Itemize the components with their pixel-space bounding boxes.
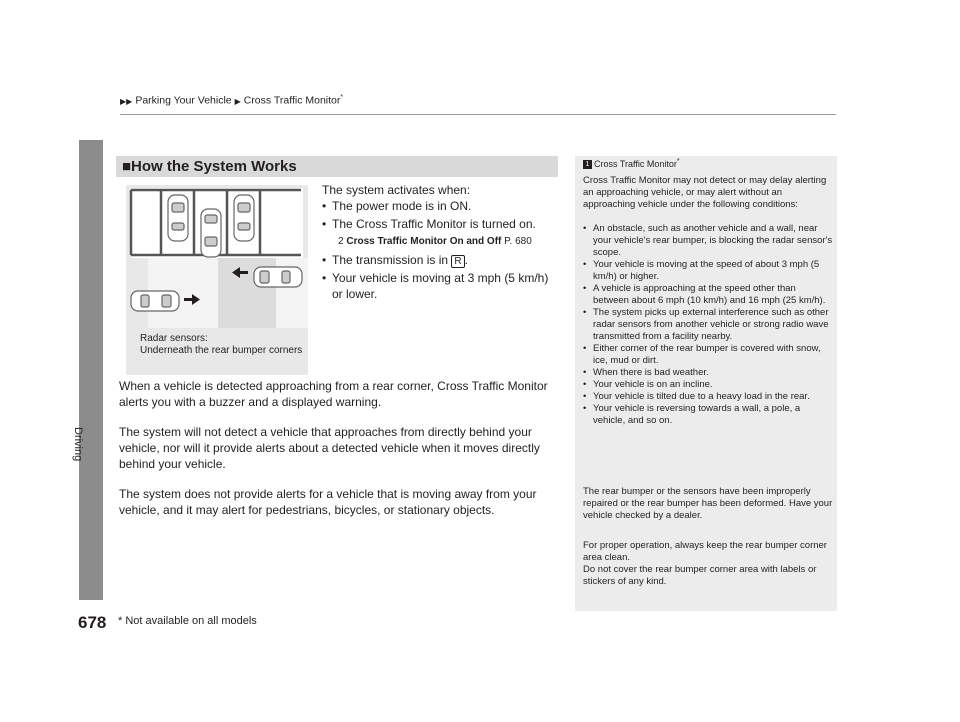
note-intro: Cross Traffic Monitor may not detect or may delay alerting an approaching vehicle, or may alert without an approaching vehicle under the following conditions: — [583, 175, 827, 210]
gear-r-icon: R — [451, 255, 464, 268]
activation-intro: The system activates when: — [322, 183, 471, 197]
list-item: • The transmission is in R . — [322, 252, 554, 268]
list-item — [322, 198, 554, 214]
list-item: • Your vehicle is on an incline. — [583, 379, 833, 391]
page-number: 678 — [78, 613, 107, 632]
list-item: • Either corner of the rear bumper is covered with snow, ice, mud or dirt. — [583, 343, 833, 367]
breadcrumb — [120, 94, 343, 107]
breadcrumb-asterisk: * — [340, 94, 344, 101]
note-asterisk: * — [676, 158, 680, 165]
condition-text: The power mode is in ON. — [332, 199, 472, 213]
figure-caption: Radar sensors: Underneath the rear bumper corners — [140, 333, 303, 356]
section-header — [116, 156, 558, 177]
note-title-text: Cross Traffic Monitor — [594, 159, 677, 169]
breadcrumb-item-cross-traffic: Cross Traffic Monitor — [243, 94, 341, 107]
condition-text: The Cross Traffic Monitor is turned on. — [332, 217, 536, 231]
car-icon — [168, 195, 188, 241]
xref-title: Cross Traffic Monitor On and Off — [346, 236, 502, 247]
list-item: • Your vehicle is tilted due to a heavy load in the rear. — [583, 391, 833, 403]
note-number-icon: 1 — [583, 160, 592, 169]
approaching-car-icon — [254, 267, 302, 287]
list-item: • Your vehicle is moving at the speed of about 3 mph (5 km/h) or higher. — [583, 259, 833, 283]
note-operation-paragraph: For proper operation, always keep the rear bumper corner area clean. Do not cover the rear bumper corner area with labels or stickers of any kind. — [583, 540, 827, 587]
body-paragraph: The system will not detect a vehicle that approaches from directly behind your vehicle, nor will it provide alerts about a detected vehicle when it moves directly behind your vehicle. — [119, 425, 540, 471]
car-icon — [234, 195, 254, 241]
breadcrumb-item-parking: Parking Your Vehicle — [135, 94, 232, 107]
note-conditions — [583, 223, 833, 427]
list-item: • The system picks up external interference such as other radar sensors from another vehicle or strong radio wave transmitted from a facility nearby. — [583, 307, 833, 343]
breadcrumb-arrow-icon: ▶ — [234, 96, 241, 106]
note-sensor-paragraph: The rear bumper or the sensors have been improperly repaired or the rear bumper has been deformed. Have your vehicle checked by a dealer. — [583, 486, 833, 521]
body-paragraph: When a vehicle is detected approaching from a rear corner, Cross Traffic Monitor alerts you with a buzzer and a displayed warning. — [119, 379, 548, 409]
xref-page: P. 680 — [504, 236, 532, 247]
condition-text: The transmission is in — [332, 253, 449, 267]
list-item: • An obstacle, such as another vehicle and a wall, near your vehicle's rear bumper, is blocking the radar sensor's scope. — [583, 223, 833, 259]
list-item — [322, 270, 554, 302]
chapter-label: Driving — [72, 427, 84, 462]
activation-conditions — [322, 198, 554, 304]
xref-arrow-icon: 2 — [338, 236, 344, 247]
list-item: • When there is bad weather. — [583, 367, 833, 379]
chapter-tab — [79, 140, 103, 600]
radar-diagram — [126, 185, 308, 375]
list-item — [322, 216, 554, 250]
approaching-car-icon — [131, 291, 179, 311]
note-box — [575, 156, 837, 611]
list-item: • Your vehicle is reversing towards a wall, a pole, a vehicle, and so on. — [583, 403, 833, 427]
breadcrumb-arrow-icon: ▶▶ — [120, 96, 133, 106]
note-title — [583, 158, 680, 169]
own-vehicle-icon — [201, 209, 221, 257]
cross-reference-link[interactable] — [338, 234, 554, 250]
body-paragraph: The system does not provide alerts for a vehicle that is moving away from your vehicle, and it may alert for pedestrians, bicycles, or stationary objects. — [119, 487, 537, 517]
list-item: • A vehicle is approaching at the speed other than between about 6 mph (10 km/h) and 16 mph (25 km/h). — [583, 283, 833, 307]
footnote: * Not available on all models — [118, 615, 257, 627]
section-title: ■How the System Works — [122, 158, 297, 175]
condition-text: Your vehicle is moving at 3 mph (5 km/h) or lower. — [332, 271, 549, 301]
header-rule — [120, 114, 836, 115]
